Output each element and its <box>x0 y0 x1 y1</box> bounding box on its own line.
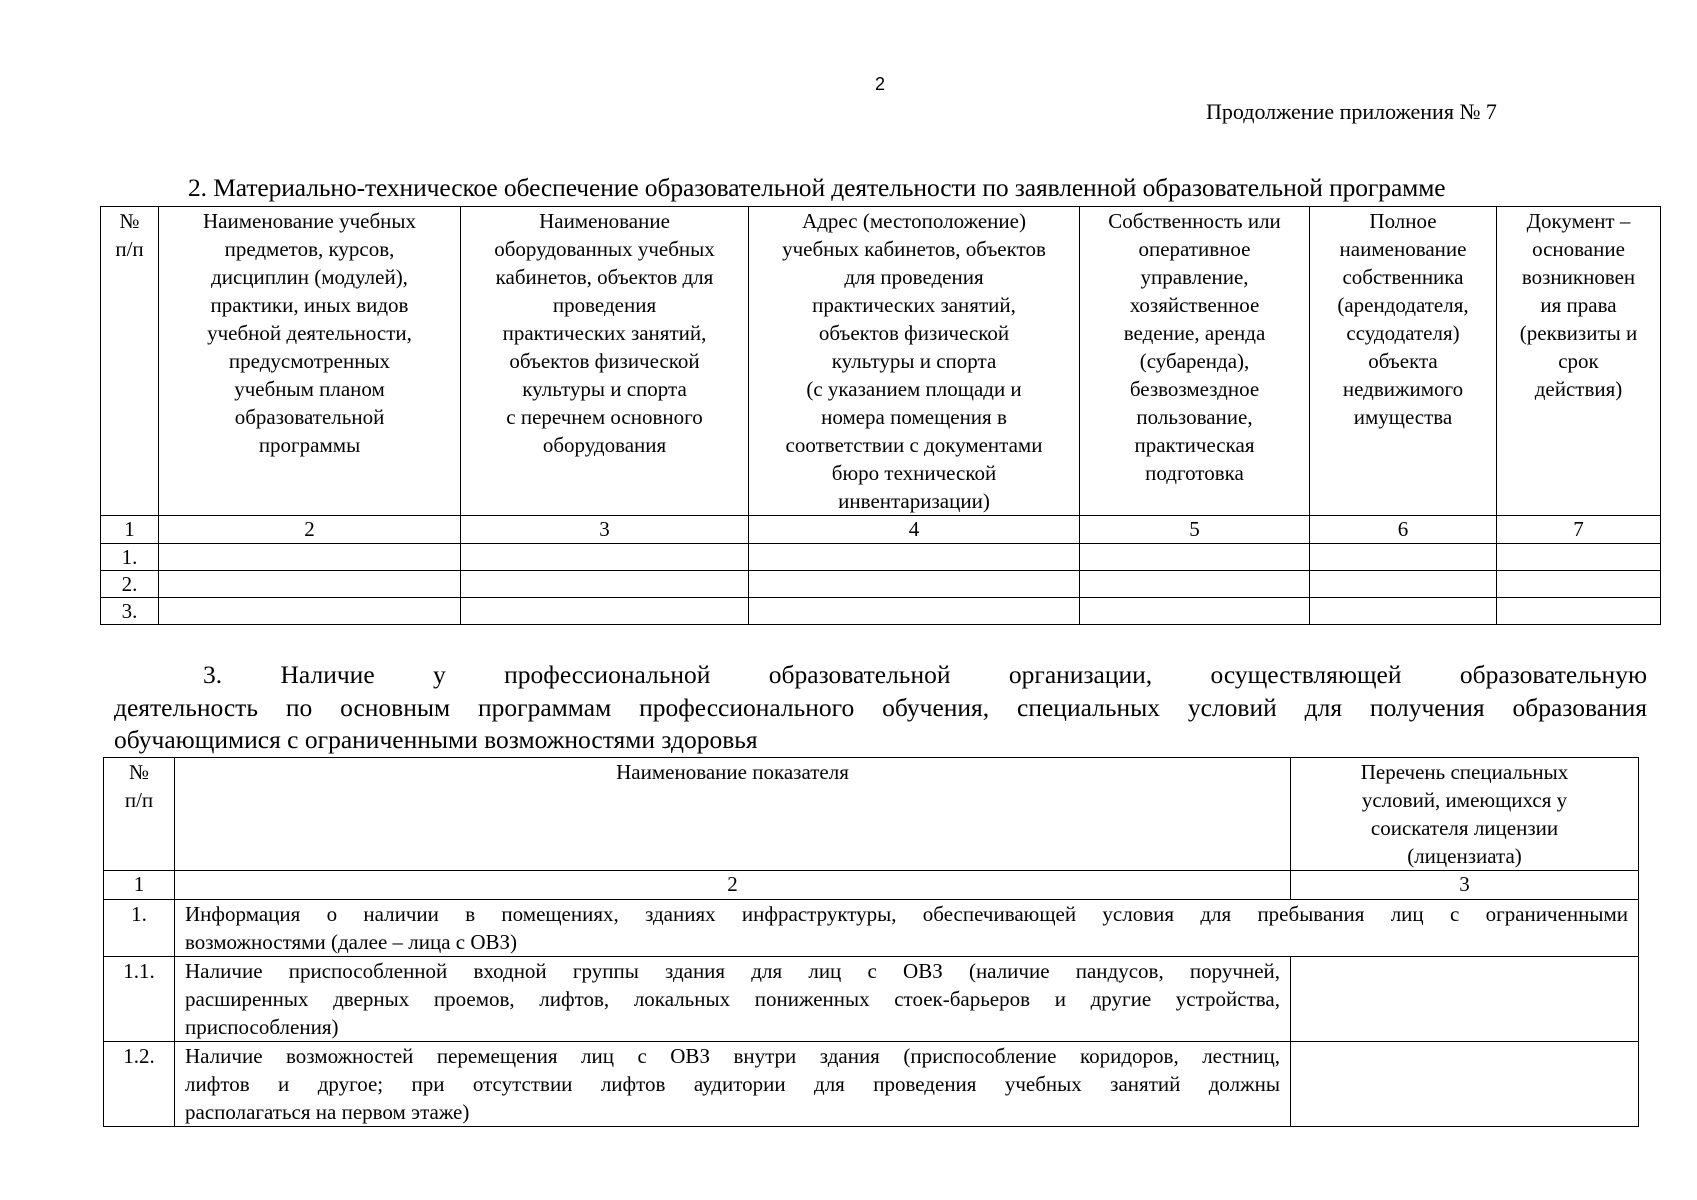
header-line: ведение, аренда <box>1123 321 1266 345</box>
indicator-cell <box>175 900 1639 957</box>
header-line: практики, иных видов <box>210 293 409 317</box>
header-line: возникновен <box>1521 265 1636 289</box>
table-row <box>104 1042 1639 1127</box>
header-line: подготовка <box>1145 461 1244 485</box>
empty-cell[interactable] <box>1291 957 1639 1042</box>
empty-cell[interactable] <box>1497 544 1661 571</box>
section-3-intro-line: обучающимися с ограниченными возможностями здоровья <box>114 725 758 754</box>
header-line: Наименование учебных <box>203 209 416 233</box>
header-line: для проведения <box>844 265 984 289</box>
indicator-cell <box>175 1042 1291 1127</box>
empty-cell[interactable] <box>1291 1042 1639 1127</box>
header-line: наименование <box>1339 237 1467 261</box>
header-line: Перечень специальных <box>1360 760 1569 784</box>
header-line: объектов физической <box>818 321 1010 345</box>
header-line: соискателя лицензии <box>1370 816 1559 840</box>
header-line: срок <box>1558 349 1599 373</box>
header-line: предметов, курсов, <box>224 237 395 261</box>
indicator-line: Наличие приспособленной входной группы здания для лиц с ОВЗ (наличие пандусов, поручней, <box>185 959 1280 983</box>
empty-cell[interactable] <box>1080 598 1310 625</box>
indicator-line: лифтов и другое; при отсутствии лифтов аудитории для проведения учебных занятий должны <box>185 1072 1280 1096</box>
header-cell <box>1291 758 1639 871</box>
empty-cell[interactable] <box>1080 544 1310 571</box>
header-line: номера помещения в <box>821 405 1007 429</box>
column-number-row <box>101 516 1661 544</box>
indicator-line: возможностями (далее – лица с ОВЗ) <box>185 930 518 954</box>
header-line: дисциплин (модулей), <box>211 265 408 289</box>
column-number: 2 <box>159 516 461 544</box>
header-line: пользование, <box>1136 405 1253 429</box>
material-support-table <box>100 206 1661 625</box>
table-header-row <box>101 207 1661 516</box>
header-line: действия) <box>1534 377 1623 401</box>
empty-cell[interactable] <box>749 544 1080 571</box>
row-number: 1.2. <box>104 1042 175 1127</box>
page-number: 2 <box>874 74 885 94</box>
header-line: учебным планом <box>234 377 385 401</box>
column-number: 4 <box>749 516 1080 544</box>
empty-cell[interactable] <box>159 544 461 571</box>
header-line: Документ – <box>1526 209 1631 233</box>
empty-cell[interactable] <box>461 571 749 598</box>
header-line: бюро технической <box>831 461 997 485</box>
header-cell <box>749 207 1080 516</box>
header-cell <box>101 207 159 516</box>
header-line: культуры и спорта <box>522 377 687 401</box>
column-number: 3 <box>461 516 749 544</box>
header-line: оборудования <box>542 433 667 457</box>
header-cell <box>175 758 1291 871</box>
indicator-line: приспособления) <box>185 1015 339 1039</box>
empty-cell[interactable] <box>1310 544 1497 571</box>
empty-cell[interactable] <box>159 571 461 598</box>
table-row <box>101 571 1661 598</box>
header-line: проведения <box>552 293 657 317</box>
header-line: (лицензиата) <box>1407 844 1522 868</box>
header-line: п/п <box>115 237 144 261</box>
header-cell <box>159 207 461 516</box>
header-line: (с указанием площади и <box>806 377 1022 401</box>
empty-cell[interactable] <box>1497 571 1661 598</box>
header-line: предусмотренных <box>228 349 391 373</box>
table-row <box>104 900 1639 957</box>
header-line: собственника <box>1342 265 1464 289</box>
header-line: практических занятий, <box>502 321 707 345</box>
header-line: имущества <box>1353 405 1453 429</box>
header-line: (арендодателя, <box>1337 293 1469 317</box>
header-line: ия права <box>1540 293 1617 317</box>
column-number-row <box>104 871 1639 900</box>
empty-cell[interactable] <box>461 598 749 625</box>
header-cell <box>1310 207 1497 516</box>
special-conditions-table <box>103 757 1639 1127</box>
section-3-intro-line: деятельность по основным программам профессионального обучения, специальных условий для получения образования <box>114 692 1647 722</box>
empty-cell[interactable] <box>1310 598 1497 625</box>
header-line: культуры и спорта <box>831 349 997 373</box>
empty-cell[interactable] <box>1310 571 1497 598</box>
column-number: 5 <box>1080 516 1310 544</box>
header-line: учебной деятельности, <box>207 321 412 345</box>
header-line: кабинетов, объектов для <box>495 265 714 289</box>
empty-cell[interactable] <box>461 544 749 571</box>
header-line: основание <box>1532 237 1625 261</box>
section-3-intro <box>114 659 1647 757</box>
indicator-line: расширенных дверных проемов, лифтов, локальных пониженных стоек-барьеров и другие устройства, <box>185 987 1280 1011</box>
header-line: ссудодателя) <box>1346 321 1460 345</box>
header-line: Адрес (местоположение) <box>802 209 1026 233</box>
section-3-intro-line: 3. Наличие у профессиональной образовательной организации, осуществляющей образовательную <box>203 660 1647 689</box>
header-line: безвозмездное <box>1129 377 1260 401</box>
header-cell <box>1497 207 1661 516</box>
header-cell <box>1080 207 1310 516</box>
section-2-title: 2. Материально-техническое обеспечение образовательной деятельности по заявленной образовательной программе <box>188 173 1446 202</box>
header-line: соответствии с документами <box>785 433 1043 457</box>
table-row <box>101 544 1661 571</box>
column-number: 2 <box>175 871 1291 900</box>
row-number: 1.1. <box>104 957 175 1042</box>
header-line: № <box>119 209 140 233</box>
header-line: хозяйственное <box>1129 293 1260 317</box>
header-line: Наименование показателя <box>616 760 849 784</box>
table-row <box>104 957 1639 1042</box>
header-line: программы <box>258 433 361 457</box>
header-line: учебных кабинетов, объектов <box>782 237 1046 261</box>
column-number: 1 <box>101 516 159 544</box>
row-number: 1. <box>101 544 159 571</box>
header-cell <box>104 758 175 871</box>
header-line: с перечнем основного <box>506 405 703 429</box>
header-line: условий, имеющихся у <box>1361 788 1568 812</box>
row-number: 1. <box>104 900 175 957</box>
table-row <box>101 598 1661 625</box>
header-line: оборудованных учебных <box>494 237 715 261</box>
indicator-line: располагаться на первом этаже) <box>185 1100 470 1124</box>
indicator-line: Информация о наличии в помещениях, зданиях инфраструктуры, обеспечивающей условия для пребывания лиц с ограниченными <box>185 902 1628 926</box>
empty-cell[interactable] <box>1080 571 1310 598</box>
header-line: образовательной <box>234 405 385 429</box>
header-line: № <box>128 760 150 784</box>
header-line: недвижимого <box>1342 377 1464 401</box>
header-line: практическая <box>1134 433 1255 457</box>
appendix-note: Продолжение приложения № 7 <box>1206 99 1497 124</box>
header-line: Собственность или <box>1108 209 1281 233</box>
empty-cell[interactable] <box>159 598 461 625</box>
header-line: управление, <box>1140 265 1249 289</box>
indicator-line: Наличие возможностей перемещения лиц с ОВЗ внутри здания (приспособление коридоров, лестниц, <box>185 1044 1280 1068</box>
column-number: 7 <box>1497 516 1661 544</box>
header-line: инвентаризации) <box>838 489 990 513</box>
header-line: Полное <box>1369 209 1437 233</box>
header-line: объектов физической <box>509 349 700 373</box>
row-number: 2. <box>101 571 159 598</box>
header-line: оперативное <box>1138 237 1251 261</box>
table-header-row <box>104 758 1639 871</box>
indicator-cell <box>175 957 1291 1042</box>
header-cell <box>461 207 749 516</box>
header-line: практических занятий, <box>812 293 1016 317</box>
header-line: (реквизиты и <box>1519 321 1638 345</box>
empty-cell[interactable] <box>749 598 1080 625</box>
header-line: (субаренда), <box>1139 349 1250 373</box>
empty-cell[interactable] <box>1497 598 1661 625</box>
row-number: 3. <box>101 598 159 625</box>
empty-cell[interactable] <box>749 571 1080 598</box>
column-number: 1 <box>104 871 175 900</box>
header-line: Наименование <box>539 209 670 233</box>
column-number: 6 <box>1310 516 1497 544</box>
column-number: 3 <box>1291 871 1639 900</box>
header-line: п/п <box>124 788 154 812</box>
header-line: объекта <box>1368 349 1438 373</box>
